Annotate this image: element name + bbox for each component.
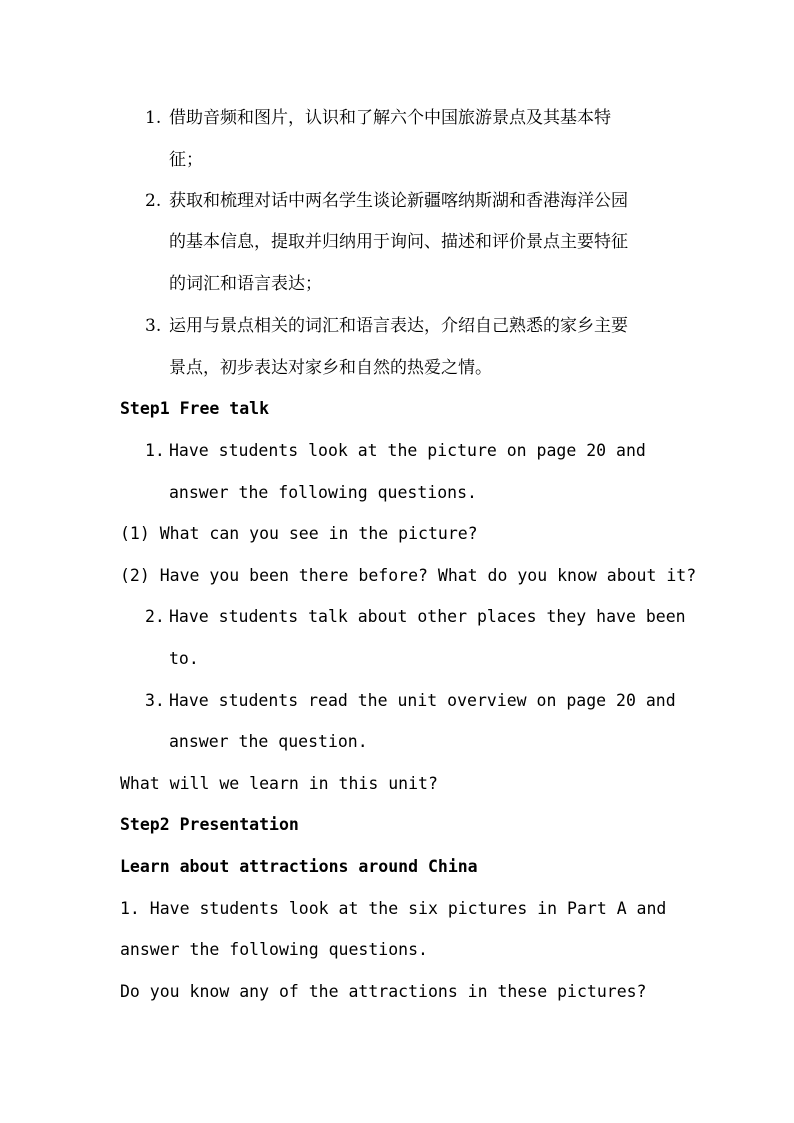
objective-1-line-2: 征； bbox=[169, 150, 203, 170]
objective-2-line-3: 的词汇和语言表达； bbox=[169, 274, 322, 294]
step1-item-3-line-1: 3. Have students read the unit overview on page 20 and bbox=[145, 691, 676, 710]
objective-3-number: 3. bbox=[145, 316, 162, 336]
step1-item-1-line-2: answer the following questions. bbox=[169, 483, 477, 502]
step1-question-2: (2) Have you been there before? What do you know about it? bbox=[120, 566, 697, 585]
step1-item-2-line-1: 2. Have students talk about other places they have been bbox=[145, 607, 686, 626]
step2-item-1-line-1: 1. Have students look at the six pictures in Part A and bbox=[120, 899, 667, 918]
step1-item-1-line-1: 1. Have students look at the picture on page 20 and bbox=[145, 441, 646, 460]
step2-question: Do you know any of the attractions in these pictures? bbox=[120, 982, 647, 1001]
objective-1-number: 1. bbox=[145, 108, 162, 128]
step1-unit-question: What will we learn in this unit? bbox=[120, 774, 438, 793]
objective-3-line-2: 景点，初步表达对家乡和自然的热爱之情。 bbox=[169, 358, 492, 378]
step2-subheading: Learn about attractions around China bbox=[120, 857, 478, 876]
step2-item-1-line-2: answer the following questions. bbox=[120, 940, 428, 959]
step1-item-1-number: 1. bbox=[145, 441, 165, 460]
step1-item-3-number: 3. bbox=[145, 691, 165, 710]
step1-item-3-line-2: answer the question. bbox=[169, 732, 368, 751]
step1-item-2-line-2: to. bbox=[169, 649, 199, 668]
step1-item-2-number: 2. bbox=[145, 607, 165, 626]
objective-3-line-1: 3. 运用与景点相关的词汇和语言表达，介绍自己熟悉的家乡主要 bbox=[145, 316, 628, 336]
objective-1-line-1: 1. 借助音频和图片，认识和了解六个中国旅游景点及其基本特 bbox=[145, 108, 611, 128]
step1-heading: Step1 Free talk bbox=[120, 399, 270, 418]
objective-2-line-1: 2. 获取和梳理对话中两名学生谈论新疆喀纳斯湖和香港海洋公园 bbox=[145, 191, 628, 211]
step2-heading: Step2 Presentation bbox=[120, 815, 299, 834]
step1-question-1: (1) What can you see in the picture? bbox=[120, 524, 478, 543]
objective-2-line-2: 的基本信息，提取并归纳用于询问、描述和评价景点主要特征 bbox=[169, 232, 628, 252]
objective-2-number: 2. bbox=[145, 191, 162, 211]
